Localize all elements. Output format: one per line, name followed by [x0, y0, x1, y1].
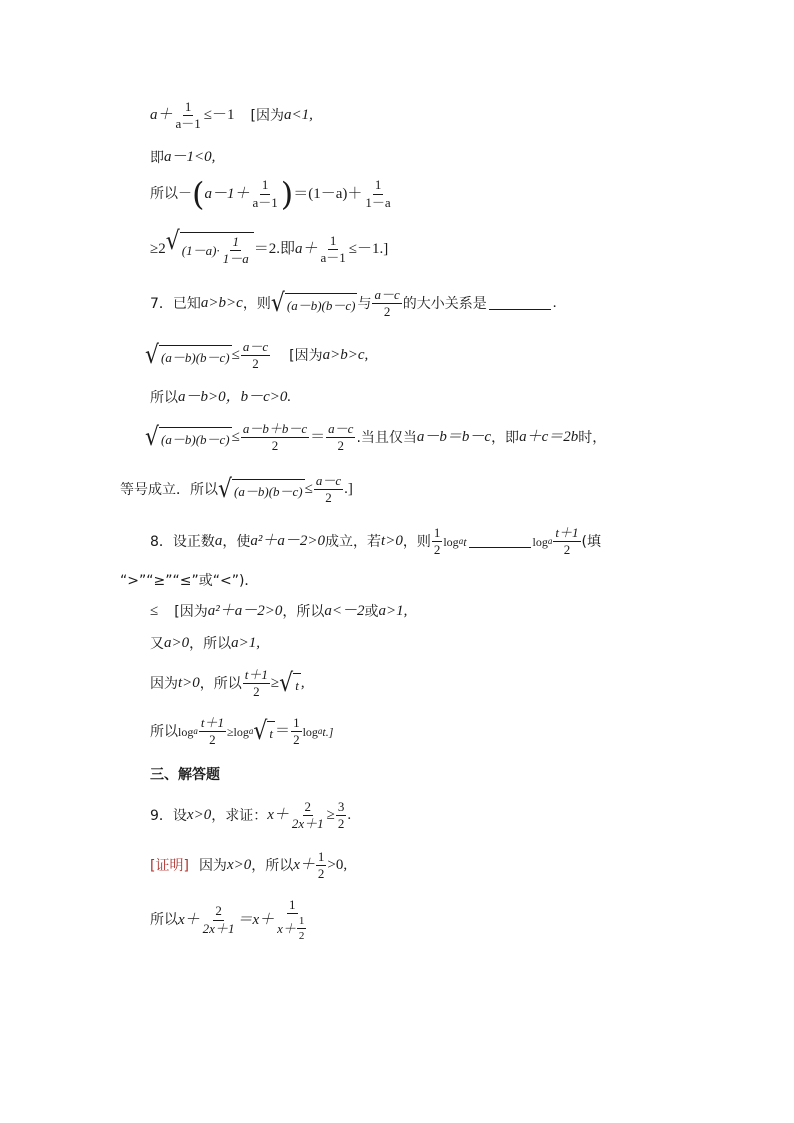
- text: 的大小关系是: [402, 295, 487, 312]
- expr: a>1,: [231, 635, 260, 651]
- fraction: $\frac{1}{a-1}$: [320, 232, 346, 265]
- answer-7-line-3: [145, 422, 606, 454]
- text: ，则: [402, 533, 431, 550]
- line-4: [150, 227, 389, 267]
- text: 所以: [150, 389, 178, 406]
- log: log: [443, 534, 459, 549]
- section-heading: 三、解答题: [150, 767, 220, 783]
- expr: .: [552, 295, 557, 312]
- text: ，所以: [251, 857, 294, 874]
- answer-blank[interactable]: [489, 297, 551, 310]
- fraction: $\frac{t+1}{2}$: [244, 667, 268, 700]
- log: log: [302, 724, 318, 739]
- sqrt: √ (a－b)(b－c): [145, 340, 230, 370]
- text: ，所以: [282, 603, 325, 620]
- expr: ≤: [304, 481, 313, 498]
- text: 9．设: [150, 807, 187, 824]
- text: 时，: [578, 429, 607, 446]
- text: ，求证：: [211, 807, 268, 824]
- fraction: $\frac{1}{2}$: [317, 849, 325, 882]
- line-2: [150, 150, 215, 165]
- expr: x＋: [293, 857, 315, 874]
- sqrt: √ (1－a)· $\frac{1}{1-a}$: [166, 232, 254, 267]
- expr: a<1,: [284, 107, 313, 124]
- expr: a＋c＝2b: [519, 429, 579, 446]
- expr: a＋: [150, 107, 173, 124]
- expr: ＝: [310, 429, 326, 446]
- expr: .]: [344, 481, 353, 498]
- text: 因为: [150, 675, 178, 692]
- expr: a²＋a－2>0: [207, 603, 283, 619]
- text: (填: [581, 533, 601, 550]
- text: ，即: [491, 429, 520, 446]
- expr: a＋: [294, 240, 318, 257]
- fraction: $\frac{a-c}{2}$: [328, 421, 354, 454]
- text: “>”“≥”“≤”或“<”)．: [120, 573, 259, 589]
- expr: ≥2: [150, 240, 166, 257]
- fraction: $\frac{1}{a-1}$: [252, 177, 278, 210]
- log: log: [532, 534, 548, 549]
- text: 又: [150, 635, 164, 652]
- answer-8-line-4: 所以 log a $\frac{t+1}{2}$ ≥log a √ t ＝ $\frac{1}{2}$ log a t.]: [150, 715, 334, 748]
- text: ，使: [222, 533, 251, 550]
- proof-tag: [证明]: [150, 857, 189, 874]
- expr: ≤: [150, 603, 159, 619]
- fraction: $\frac{a-c}{2}$: [242, 339, 269, 372]
- proof-9-line-2: [150, 898, 310, 942]
- fraction: $\frac{t+1}{2}$: [555, 525, 579, 558]
- expr: ,: [300, 675, 305, 692]
- fraction: $\frac{a-c}{2}$: [315, 473, 342, 506]
- expr: ≤: [231, 347, 240, 364]
- text: .当且仅当: [356, 429, 417, 446]
- expr: x＋: [267, 807, 289, 824]
- fraction: $\frac{1}{2}$: [293, 715, 300, 748]
- expr: >0,: [327, 857, 348, 874]
- expr: ＝(1－a)＋: [293, 185, 363, 202]
- answer-7-line-1: [145, 340, 368, 372]
- expr: a－1＋: [204, 185, 250, 202]
- question-9: [150, 800, 351, 832]
- expr: a²＋a－2>0: [250, 533, 326, 550]
- text: 或: [364, 603, 379, 620]
- fraction: $\frac{1}{1-a}$: [365, 177, 391, 210]
- fraction: $\frac{1}{2}$: [433, 525, 441, 558]
- expr: ＝x＋: [237, 911, 275, 928]
- expr: ≤－1.]: [348, 240, 389, 257]
- fraction: $\frac{1}{a-1}$: [175, 99, 201, 132]
- expr: ＝2.即: [253, 240, 295, 257]
- text: 成立，若: [325, 533, 382, 550]
- expr: ＝: [275, 723, 291, 740]
- expr: a－b＝b－c: [416, 429, 492, 446]
- question-8-options: [120, 574, 258, 588]
- text: 所以: [150, 912, 178, 929]
- text: [因为: [250, 107, 284, 124]
- expr: a>1,: [378, 603, 408, 619]
- text: 所以: [150, 723, 178, 740]
- answer-7-line-2: [150, 390, 291, 405]
- expr: ≥: [326, 807, 335, 824]
- expr: a: [214, 533, 223, 550]
- proof-9-line-1: [150, 850, 347, 882]
- text: 与: [357, 295, 372, 312]
- expr: .: [347, 807, 352, 824]
- fraction: $\frac{a-c}{2}$: [374, 287, 400, 320]
- line-1: [150, 100, 313, 132]
- text: [因为: [289, 347, 323, 364]
- text: [因为: [174, 603, 208, 620]
- text: ，所以: [199, 675, 242, 692]
- expr: ≤: [231, 429, 240, 446]
- expr: x＋: [178, 911, 200, 928]
- expr: ≥: [270, 675, 280, 692]
- expr: a>b>c,: [322, 347, 369, 364]
- expr: ≤－1: [203, 107, 235, 124]
- text: 所以－: [150, 186, 192, 202]
- text: 7．已知: [150, 295, 201, 312]
- answer-8-line-2: [150, 636, 260, 651]
- sqrt: √ t: [279, 668, 299, 698]
- text: 因为: [198, 857, 227, 874]
- line-3: 所以－ ( a－1＋ $\frac{1}{a-1}$ ) ＝(1－a)＋ $\frac{1}{1-a}$: [150, 175, 391, 213]
- expr: x>0: [226, 857, 252, 874]
- text: ，则: [242, 295, 271, 312]
- fraction: $\frac{a-b+b-c}{2}$: [242, 421, 308, 454]
- sqrt: √ (a－b)(b－c): [145, 422, 230, 452]
- expr: a<－2: [324, 603, 365, 619]
- expr: t>0: [178, 675, 200, 692]
- answer-7-line-4: [120, 474, 353, 506]
- sqrt: √ t: [253, 716, 274, 746]
- question-8: 8．设正数 a ，使 a²＋a－2>0 成立，若 t>0 ，则 $\frac{1}{2}$ log a t log a $\frac{t+1}{2}$ (填: [150, 525, 601, 558]
- text: 8．设正数: [150, 533, 215, 550]
- question-7: [150, 288, 556, 320]
- fraction: $\frac{t+1}{2}$: [200, 715, 224, 748]
- expr: a－b>0，b－c>0.: [178, 389, 292, 405]
- fraction: 1 x＋ $\frac{1}{2}$: [277, 897, 305, 943]
- expr: a>b>c: [200, 295, 243, 312]
- answer-blank[interactable]: [469, 535, 531, 548]
- expr: t>0: [381, 533, 403, 550]
- answer-8-line-3: [150, 668, 305, 700]
- text: 等号成立．所以: [120, 481, 218, 498]
- log: ≥log: [226, 724, 249, 739]
- expr: a－1<0,: [164, 149, 216, 165]
- fraction: $\frac{2}{2x+1}$: [202, 903, 235, 936]
- sqrt: √ (a－b)(b－c): [218, 474, 303, 504]
- expr: x>0: [186, 807, 212, 824]
- text: 即: [150, 149, 164, 166]
- answer-8-line-1: [150, 604, 407, 619]
- sqrt: √ (a－b)(b－c): [270, 288, 356, 318]
- text: ，所以: [189, 635, 232, 652]
- log: log: [178, 724, 194, 739]
- fraction: $\frac{2}{2x+1}$: [291, 799, 324, 832]
- fraction: $\frac{3}{2}$: [337, 799, 345, 832]
- expr: a>0: [164, 635, 190, 651]
